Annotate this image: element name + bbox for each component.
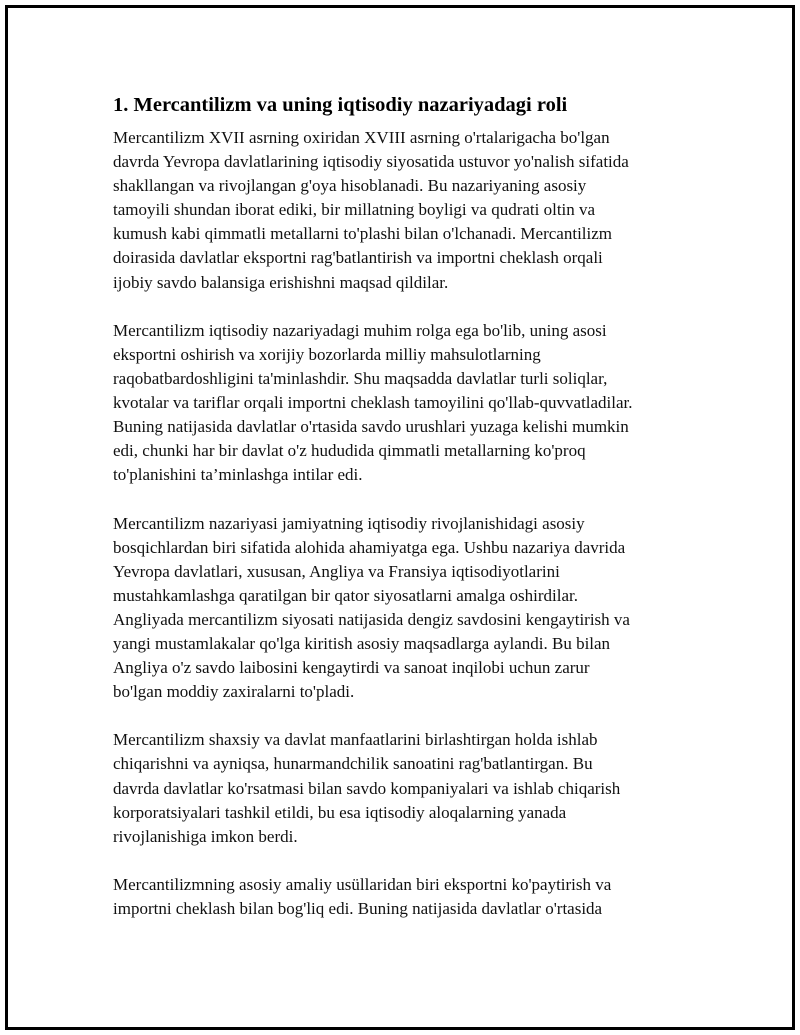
paragraph-2: Mercantilizm iqtisodiy nazariyadagi muhim rolga ega bo'lib, uning asosi eksportni oshirish va xorijiy bozorlarda milliy mahsulotlarning raqobatbardoshligini ta'minlashdir. Shu maqsadda davlatlar turli soliqlar, kvotalar va tariflar orqali importni cheklash tamoyilini qo'llab-quvvatladilar. Buning natijasida davlatlar o'rtasida savdo urushlari yuzaga kelishi mumkin edi, chunki har bir davlat o'z hududida qimmatli metallarning ko'proq to'planishini ta’minlashga intilar edi. bbox=[113, 320, 633, 485]
document-body bbox=[113, 92, 683, 945]
paragraph-1: Mercantilizm XVII asrning oxiridan XVIII asrning o'rtalarigacha bo'lgan davrda Yevropa davlatlarining iqtisodiy siyosatida ustuvor yo'nalish sifatida shakllangan va rivojlangan g'oya hisoblanadi. Bu nazariyaning asosiy tamoyili shundan iborat ediki, bir millatning boyligi va qudrati oltin va kumush kabi qimmatli metallarni to'plashi bilan o'lchanadi. Mercantilizm doirasida davlatlar eksportni rag'batlantirish va importni cheklash orqali ijobiy savdo balansiga erishishni maqsad qildilar. bbox=[113, 128, 629, 292]
paragraph-4: Mercantilizm shaxsiy va davlat manfaatlarini birlashtirgan holda ishlab chiqarishni va ayniqsa, hunarmandchilik sanoatini rag'batlantirgan. Bu davrda davlatlar ko'rsatmasi bilan savdo kompaniyalari va ishlab chiqarish korporatsiyalari tashkil etildi, bu esa iqtisodiy aloqalarning yanada rivojlanishiga imkon berdi. bbox=[113, 730, 621, 846]
paragraph-5: Mercantilizmning asosiy amaliy usüllaridan biri eksportni ko'paytirish va importni cheklash bilan bog'liq edi. Buning natijasida davlatlar o'rtasida bbox=[113, 874, 612, 918]
section-heading: 1. Mercantilizm va uning iqtisodiy nazariyadagi roli bbox=[113, 94, 568, 116]
paragraph-3: Mercantilizm nazariyasi jamiyatning iqtisodiy rivojlanishidagi asosiy bosqichlardan biri sifatida alohida ahamiyatga ega. Ushbu nazariya davrida Yevropa davlatlari, xususan, Angliya va Fransiya iqtisodiyotlarini mustahkamlashga qaratilgan bir qator siyosatlarni amalga oshirdilar. Angliyada mercantilizm siyosati natijasida dengiz savdosini kengaytirish va yangi mustamlakalar qo'lga kiritish asosiy maqsadlarga aylandi. Bu bilan Angliya o'z savdo laibosini kengaytirdi va sanoat inqilobi uchun zarur bo'lgan moddiy zaxiralarni to'pladi. bbox=[113, 513, 630, 702]
